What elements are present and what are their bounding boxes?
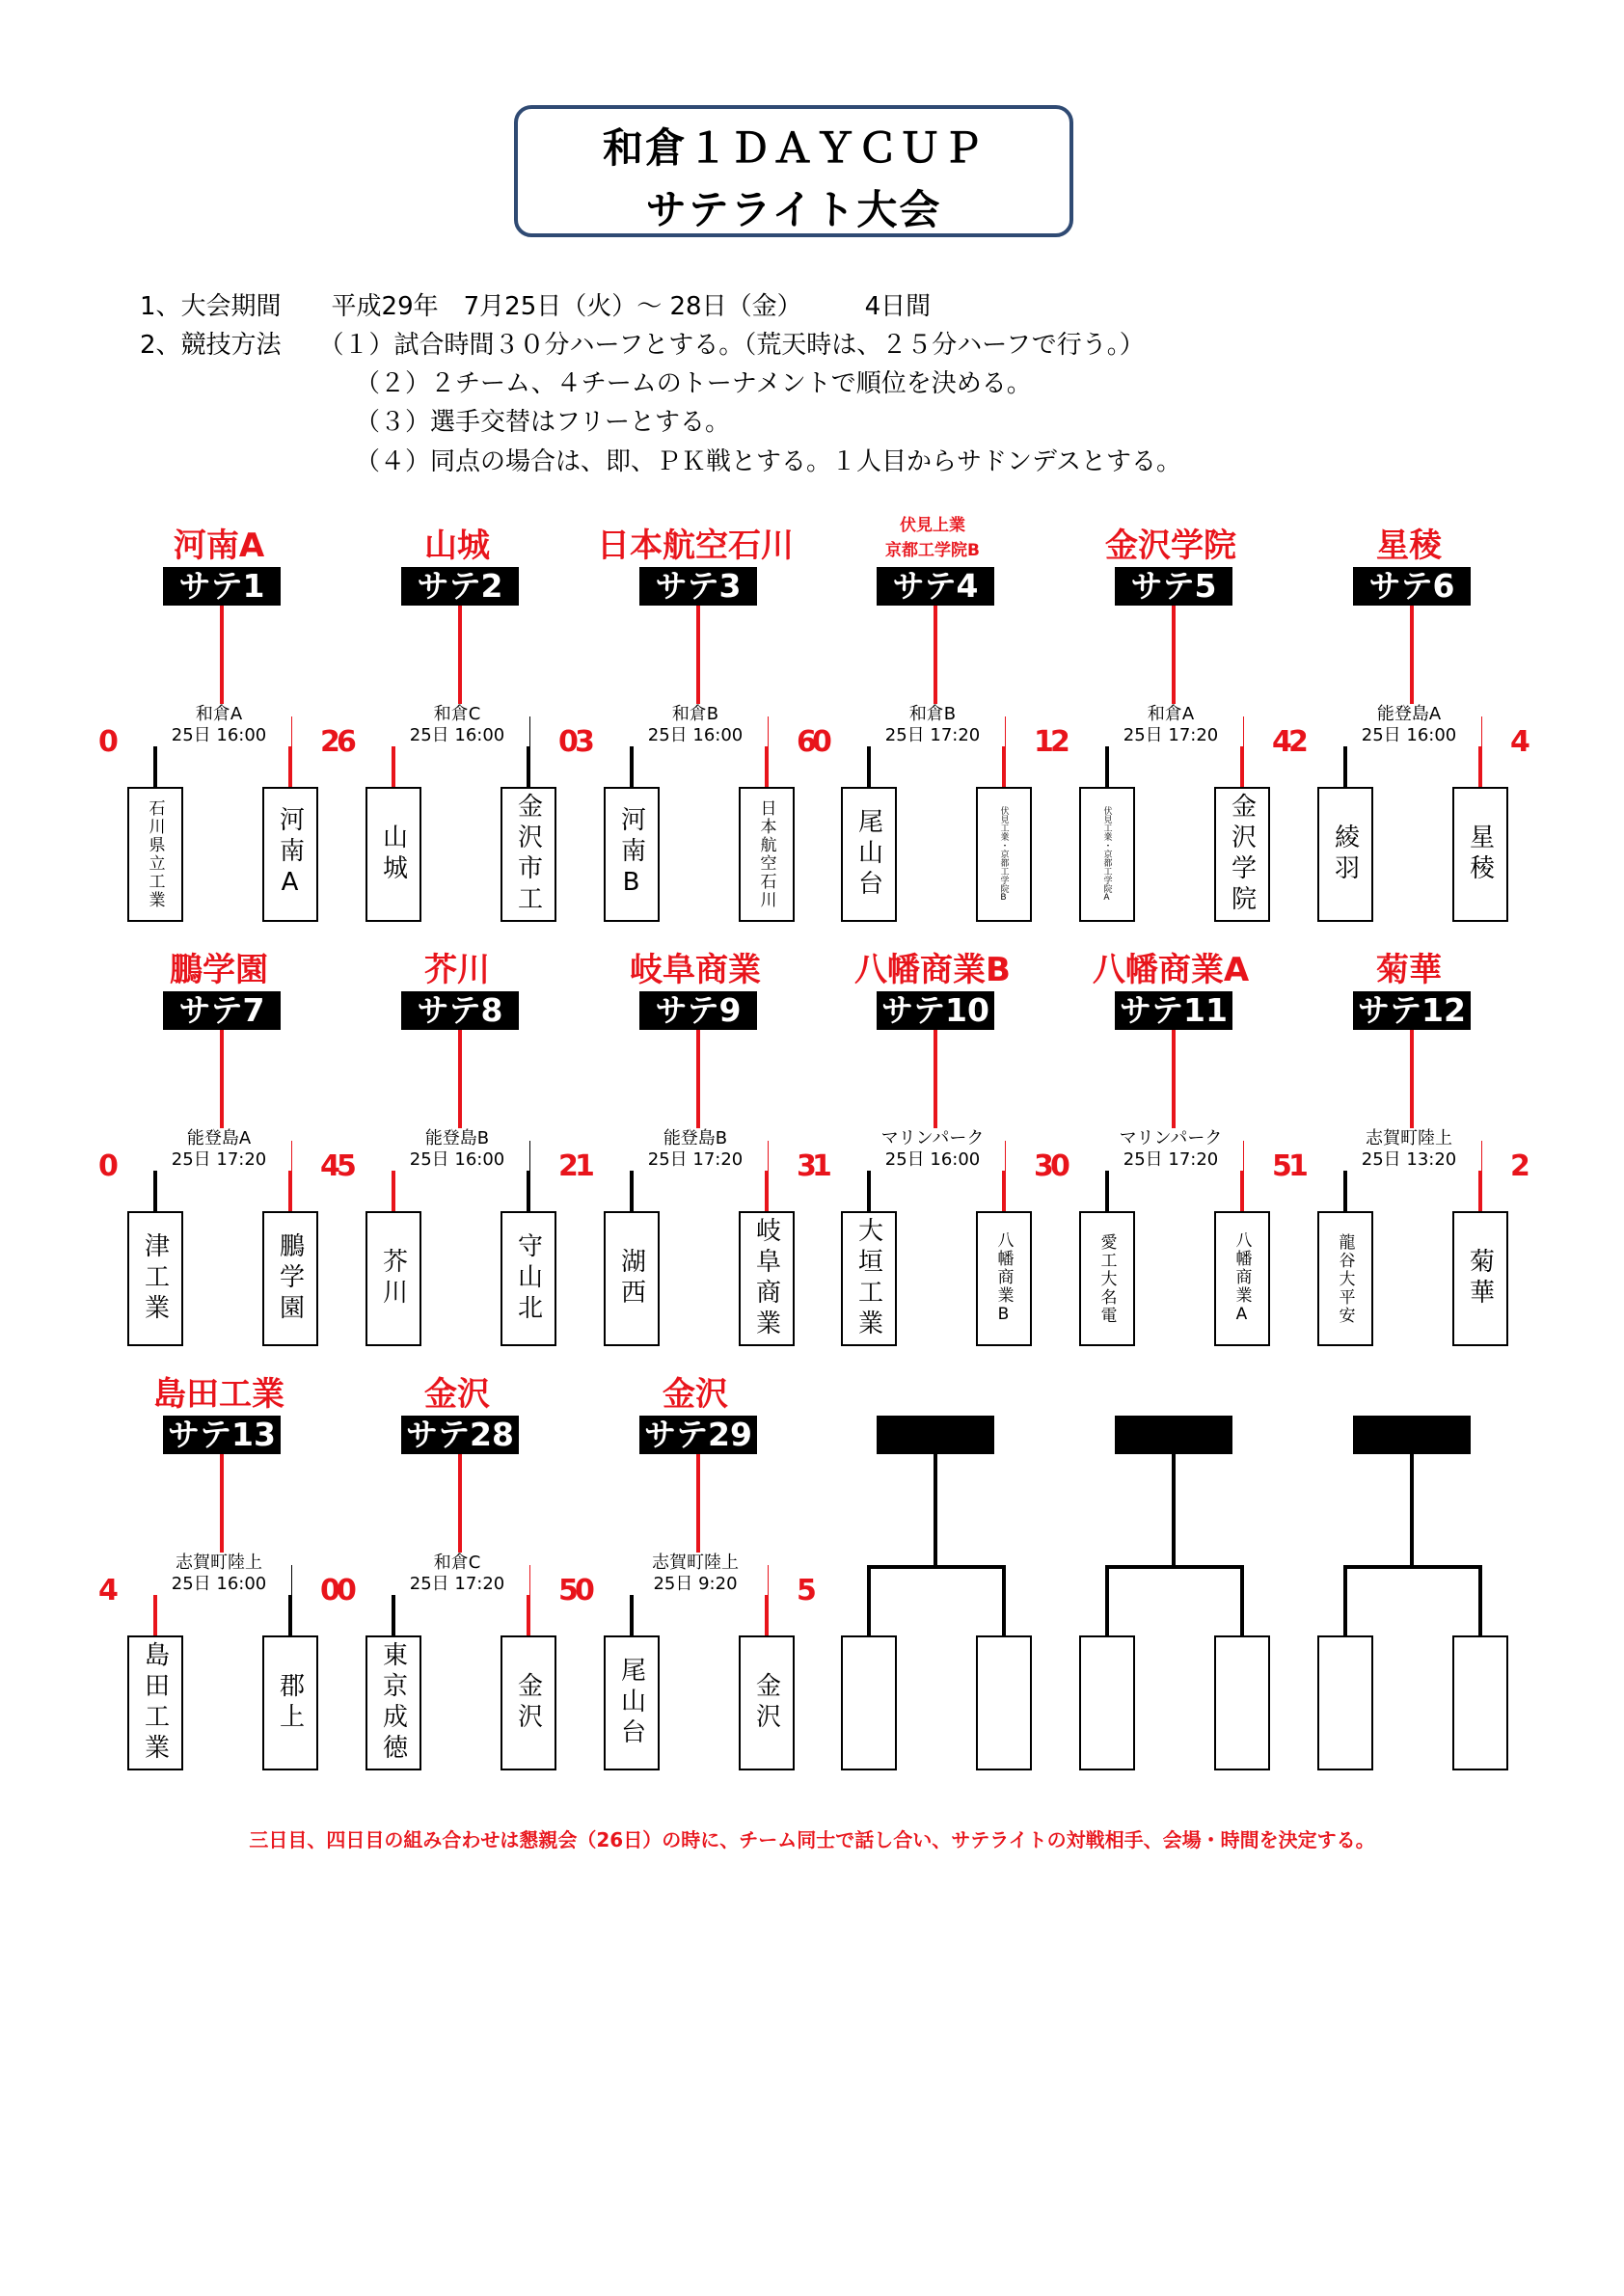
score-right: 2 xyxy=(1510,1149,1530,1183)
team-right xyxy=(1214,1211,1270,1346)
match-time: 25日 17:20 xyxy=(623,1149,768,1171)
score-left: 0 xyxy=(575,1574,595,1607)
match-label: サテ8 xyxy=(401,991,519,1030)
match-bracket xyxy=(98,1367,340,1765)
match-bracket xyxy=(1050,943,1292,1338)
score-right: 3 xyxy=(1034,1149,1054,1183)
venue-label: 志賀町陸上 xyxy=(147,1553,291,1574)
team-name: 龍谷大平安 xyxy=(1335,1232,1355,1325)
match-bracket xyxy=(575,519,817,914)
team-left xyxy=(365,787,421,922)
match-time: 25日 16:00 xyxy=(147,1574,291,1595)
match-time: 25日 13:20 xyxy=(1337,1149,1481,1171)
team-right xyxy=(501,1211,556,1346)
winner-name: 島田工業 xyxy=(153,1375,284,1414)
team-left xyxy=(127,787,183,922)
team-name: 星稜 xyxy=(1465,824,1495,885)
match-time: 25日 17:20 xyxy=(385,1574,529,1595)
team-name: 金沢 xyxy=(513,1672,543,1734)
winner-name: 伏見上業 京都工学院B xyxy=(885,516,980,560)
bracket-leg-left xyxy=(867,1565,871,1637)
match-bracket xyxy=(337,1367,579,1765)
team-name: 八幡商業B xyxy=(993,1231,1014,1326)
match-label: サテ4 xyxy=(877,567,994,606)
bracket-stem xyxy=(1172,606,1176,718)
match-label xyxy=(1115,1416,1232,1454)
bracket-stem xyxy=(220,606,224,718)
team-right xyxy=(1214,787,1270,922)
team-name: 島田工業 xyxy=(140,1641,170,1765)
team-name: 河南B xyxy=(616,806,646,903)
team-right xyxy=(262,787,318,922)
match-label: サテ2 xyxy=(401,567,519,606)
bracket-stem xyxy=(220,1454,224,1567)
venue-label: 志賀町陸上 xyxy=(623,1553,768,1574)
team-name: 河南A xyxy=(275,806,305,903)
winner-name: 金沢 xyxy=(663,1375,728,1414)
bracket-stem xyxy=(934,606,937,718)
team-left xyxy=(604,787,660,922)
team-name: 大垣工業 xyxy=(853,1217,883,1340)
team-name: 守山北 xyxy=(513,1232,543,1325)
team-right xyxy=(262,1211,318,1346)
venue-label: 和倉A xyxy=(1098,704,1243,725)
footer-note: 三日目、四日目の組み合わせは懇親会（26日）の時に、チーム同士で話し合い、サテライトの対戦相手、会場・時間を決定する。 xyxy=(249,1828,1375,1851)
venue-label: マリンパーク xyxy=(1098,1128,1243,1149)
winner-name: 日本航空石川 xyxy=(597,527,794,565)
team-name: 石川県立工業 xyxy=(145,799,165,909)
match-bracket xyxy=(1050,519,1292,916)
bracket-leg-right xyxy=(1478,1565,1482,1637)
score-right: 5 xyxy=(558,1574,579,1607)
bracket-stem xyxy=(1410,1454,1414,1567)
match-bracket xyxy=(1288,519,1530,914)
team-left xyxy=(365,1211,421,1346)
score-right: 5 xyxy=(797,1574,817,1607)
match-label: サテ6 xyxy=(1353,567,1471,606)
bracket-leg-right xyxy=(1240,1565,1244,1637)
match-bracket xyxy=(98,519,340,914)
venue-label: マリンパーク xyxy=(860,1128,1005,1149)
match-label xyxy=(1353,1416,1471,1454)
title-box xyxy=(514,105,1073,237)
team-name: 山城 xyxy=(378,824,408,885)
match-label xyxy=(877,1416,994,1454)
bracket-bar-left xyxy=(1343,1565,1414,1569)
score-left: 2 xyxy=(1288,725,1309,759)
team-left xyxy=(1317,787,1373,922)
venue-label: 能登島A xyxy=(147,1128,291,1149)
match-bracket xyxy=(1288,943,1530,1338)
score-right: 0 xyxy=(558,725,579,759)
venue-label: 能登島B xyxy=(623,1128,768,1149)
team-left xyxy=(1317,1635,1373,1770)
bracket-stem xyxy=(220,1030,224,1143)
match-time: 25日 16:00 xyxy=(147,725,291,746)
match-bracket xyxy=(812,943,1054,1340)
winner-name: 鵬学園 xyxy=(170,951,268,989)
score-right: 4 xyxy=(1510,725,1530,759)
match-bracket xyxy=(1060,1367,1282,1763)
team-right xyxy=(262,1635,318,1770)
bracket-bar-left xyxy=(1105,1565,1176,1569)
match-label: サテ13 xyxy=(163,1416,281,1454)
team-right xyxy=(739,787,795,922)
match-label: サテ9 xyxy=(639,991,757,1030)
team-right xyxy=(1452,787,1508,922)
bracket-stem xyxy=(458,1030,462,1143)
score-left: 5 xyxy=(337,1149,357,1183)
match-time: 25日 17:20 xyxy=(860,725,1005,746)
bracket-bar-right xyxy=(1172,1565,1244,1569)
match-time: 25日 17:20 xyxy=(147,1149,291,1171)
score-left: 0 xyxy=(98,725,119,759)
venue-label: 和倉B xyxy=(860,704,1005,725)
team-right xyxy=(976,1635,1032,1770)
match-bracket xyxy=(575,1367,817,1763)
team-name: 津工業 xyxy=(140,1232,170,1325)
score-left: 0 xyxy=(812,725,832,759)
match-bracket xyxy=(812,516,1054,914)
bracket-stem xyxy=(696,606,700,718)
bracket-stem xyxy=(934,1030,937,1143)
match-bracket xyxy=(1298,1367,1520,1763)
match-label: サテ1 xyxy=(163,567,281,606)
bracket-leg-left xyxy=(1343,1565,1347,1637)
bracket-bar-left xyxy=(867,1565,937,1569)
venue-label: 能登島A xyxy=(1337,704,1481,725)
team-left xyxy=(365,1635,421,1770)
page-title: 和倉１ＤＡＹＣＵＰ xyxy=(602,124,985,172)
team-name: 尾山台 xyxy=(616,1657,646,1749)
match-bracket xyxy=(337,943,579,1338)
team-right xyxy=(739,1635,795,1770)
team-name: 金沢 xyxy=(751,1672,781,1734)
score-left: 0 xyxy=(337,1574,357,1607)
team-name: 金沢学院 xyxy=(1227,793,1257,916)
team-left xyxy=(604,1635,660,1770)
match-time: 25日 16:00 xyxy=(860,1149,1005,1171)
match-label: サテ28 xyxy=(401,1416,519,1454)
winner-name: 山城 xyxy=(424,527,490,565)
match-label: サテ7 xyxy=(163,991,281,1030)
team-right xyxy=(501,787,556,922)
score-right: 3 xyxy=(797,1149,817,1183)
winner-name: 金沢 xyxy=(424,1375,490,1414)
match-bracket xyxy=(575,943,817,1340)
team-name: 尾山台 xyxy=(853,808,883,901)
team-name: 菊華 xyxy=(1465,1248,1495,1310)
team-name: 金沢市工 xyxy=(513,793,543,916)
match-time: 25日 9:20 xyxy=(623,1574,768,1595)
team-right xyxy=(739,1211,795,1346)
team-left xyxy=(1079,1635,1135,1770)
score-right: 6 xyxy=(797,725,817,759)
score-left: 1 xyxy=(812,1149,832,1183)
team-name: 芥川 xyxy=(378,1248,408,1310)
score-right: 4 xyxy=(320,1149,340,1183)
bracket-leg-right xyxy=(1002,1565,1006,1637)
match-label: サテ12 xyxy=(1353,991,1471,1030)
team-right xyxy=(1452,1211,1508,1346)
score-right: 0 xyxy=(320,1574,340,1607)
team-right xyxy=(1214,1635,1270,1770)
match-bracket xyxy=(98,943,340,1338)
match-label: サテ10 xyxy=(877,991,994,1030)
info-method: 2、競技方法 （１）試合時間３０分ハーフとする。（荒天時は、２５分ハーフで行う。） xyxy=(140,331,1145,360)
bracket-stem xyxy=(696,1454,700,1567)
bracket-stem xyxy=(696,1030,700,1143)
bracket-stem xyxy=(1410,606,1414,718)
score-left: 1 xyxy=(1288,1149,1309,1183)
bracket-stem xyxy=(1172,1454,1176,1567)
match-bracket xyxy=(822,1367,1043,1763)
team-right xyxy=(501,1635,556,1770)
bracket-stem xyxy=(458,1454,462,1567)
venue-label: 和倉A xyxy=(147,704,291,725)
team-left xyxy=(841,787,897,922)
team-name: 愛工大名電 xyxy=(1096,1232,1117,1325)
bracket-stem xyxy=(1410,1030,1414,1143)
winner-name: 芥川 xyxy=(424,951,490,989)
page-subtitle: サテライト大会 xyxy=(645,186,942,233)
team-name: 鵬学園 xyxy=(275,1232,305,1325)
score-left: 0 xyxy=(98,1149,119,1183)
team-name: 湖西 xyxy=(616,1248,646,1310)
match-time: 25日 17:20 xyxy=(1098,1149,1243,1171)
team-name: 岐阜商業 xyxy=(751,1217,781,1340)
bracket-stem xyxy=(934,1454,937,1567)
winner-name: 八幡商業B xyxy=(854,951,1011,989)
winner-name: 星稜 xyxy=(1376,527,1442,565)
match-time: 25日 16:00 xyxy=(1337,725,1481,746)
score-right: 5 xyxy=(1272,1149,1292,1183)
bracket-stem xyxy=(458,606,462,718)
team-left xyxy=(1079,1211,1135,1346)
score-right: 2 xyxy=(320,725,340,759)
venue-label: 志賀町陸上 xyxy=(1337,1128,1481,1149)
team-name: 伏見工業・京都工学院B xyxy=(998,806,1009,903)
score-left: 1 xyxy=(575,1149,595,1183)
score-left: 6 xyxy=(337,725,357,759)
info-period: 1、大会期間 平成29年 7月25日（火）～ 28日（金） 4日間 xyxy=(140,292,932,321)
team-left xyxy=(841,1211,897,1346)
team-name: 伏見工業・京都工学院A xyxy=(1101,806,1112,903)
team-right xyxy=(1452,1635,1508,1770)
team-right xyxy=(976,787,1032,922)
winner-name: 河南A xyxy=(173,527,265,565)
team-right xyxy=(976,1211,1032,1346)
info-rule-2: （２）２チーム、４チームのトーナメントで順位を決める。 xyxy=(355,369,1032,398)
match-label: サテ11 xyxy=(1115,991,1232,1030)
score-left: 0 xyxy=(1050,1149,1070,1183)
team-name: 日本航空石川 xyxy=(756,799,776,909)
bracket-bar-right xyxy=(1410,1565,1482,1569)
bracket-bar-right xyxy=(934,1565,1006,1569)
winner-name: 岐阜商業 xyxy=(630,951,761,989)
info-rule-3: （３）選手交替はフリーとする。 xyxy=(355,408,730,437)
score-right: 4 xyxy=(1272,725,1292,759)
bracket-stem xyxy=(1172,1030,1176,1143)
score-left: 3 xyxy=(575,725,595,759)
team-name: 綾羽 xyxy=(1330,824,1360,885)
team-left xyxy=(1317,1211,1373,1346)
team-name: 八幡商業A xyxy=(1232,1231,1252,1326)
score-right: 1 xyxy=(1034,725,1054,759)
winner-name: 八幡商業A xyxy=(1092,951,1250,989)
score-left: 4 xyxy=(98,1574,119,1607)
team-left xyxy=(127,1635,183,1770)
winner-name: 菊華 xyxy=(1376,951,1442,989)
venue-label: 和倉C xyxy=(385,704,529,725)
match-bracket xyxy=(337,519,579,916)
team-left xyxy=(841,1635,897,1770)
team-name: 東京成徳 xyxy=(378,1641,408,1765)
match-time: 25日 17:20 xyxy=(1098,725,1243,746)
venue-label: 和倉B xyxy=(623,704,768,725)
match-time: 25日 16:00 xyxy=(623,725,768,746)
match-time: 25日 16:00 xyxy=(385,725,529,746)
match-label: サテ29 xyxy=(639,1416,757,1454)
winner-name: 金沢学院 xyxy=(1105,527,1236,565)
info-rule-4: （４）同点の場合は、即、ＰＫ戦とする。１人目からサドンデスとする。 xyxy=(355,447,1181,476)
team-left xyxy=(604,1211,660,1346)
team-left xyxy=(127,1211,183,1346)
venue-label: 和倉C xyxy=(385,1553,529,1574)
venue-label: 能登島B xyxy=(385,1128,529,1149)
match-time: 25日 16:00 xyxy=(385,1149,529,1171)
score-right: 2 xyxy=(558,1149,579,1183)
match-label: サテ5 xyxy=(1115,567,1232,606)
match-label: サテ3 xyxy=(639,567,757,606)
team-name: 郡上 xyxy=(275,1672,305,1734)
bracket-leg-left xyxy=(1105,1565,1109,1637)
score-left: 2 xyxy=(1050,725,1070,759)
team-left xyxy=(1079,787,1135,922)
